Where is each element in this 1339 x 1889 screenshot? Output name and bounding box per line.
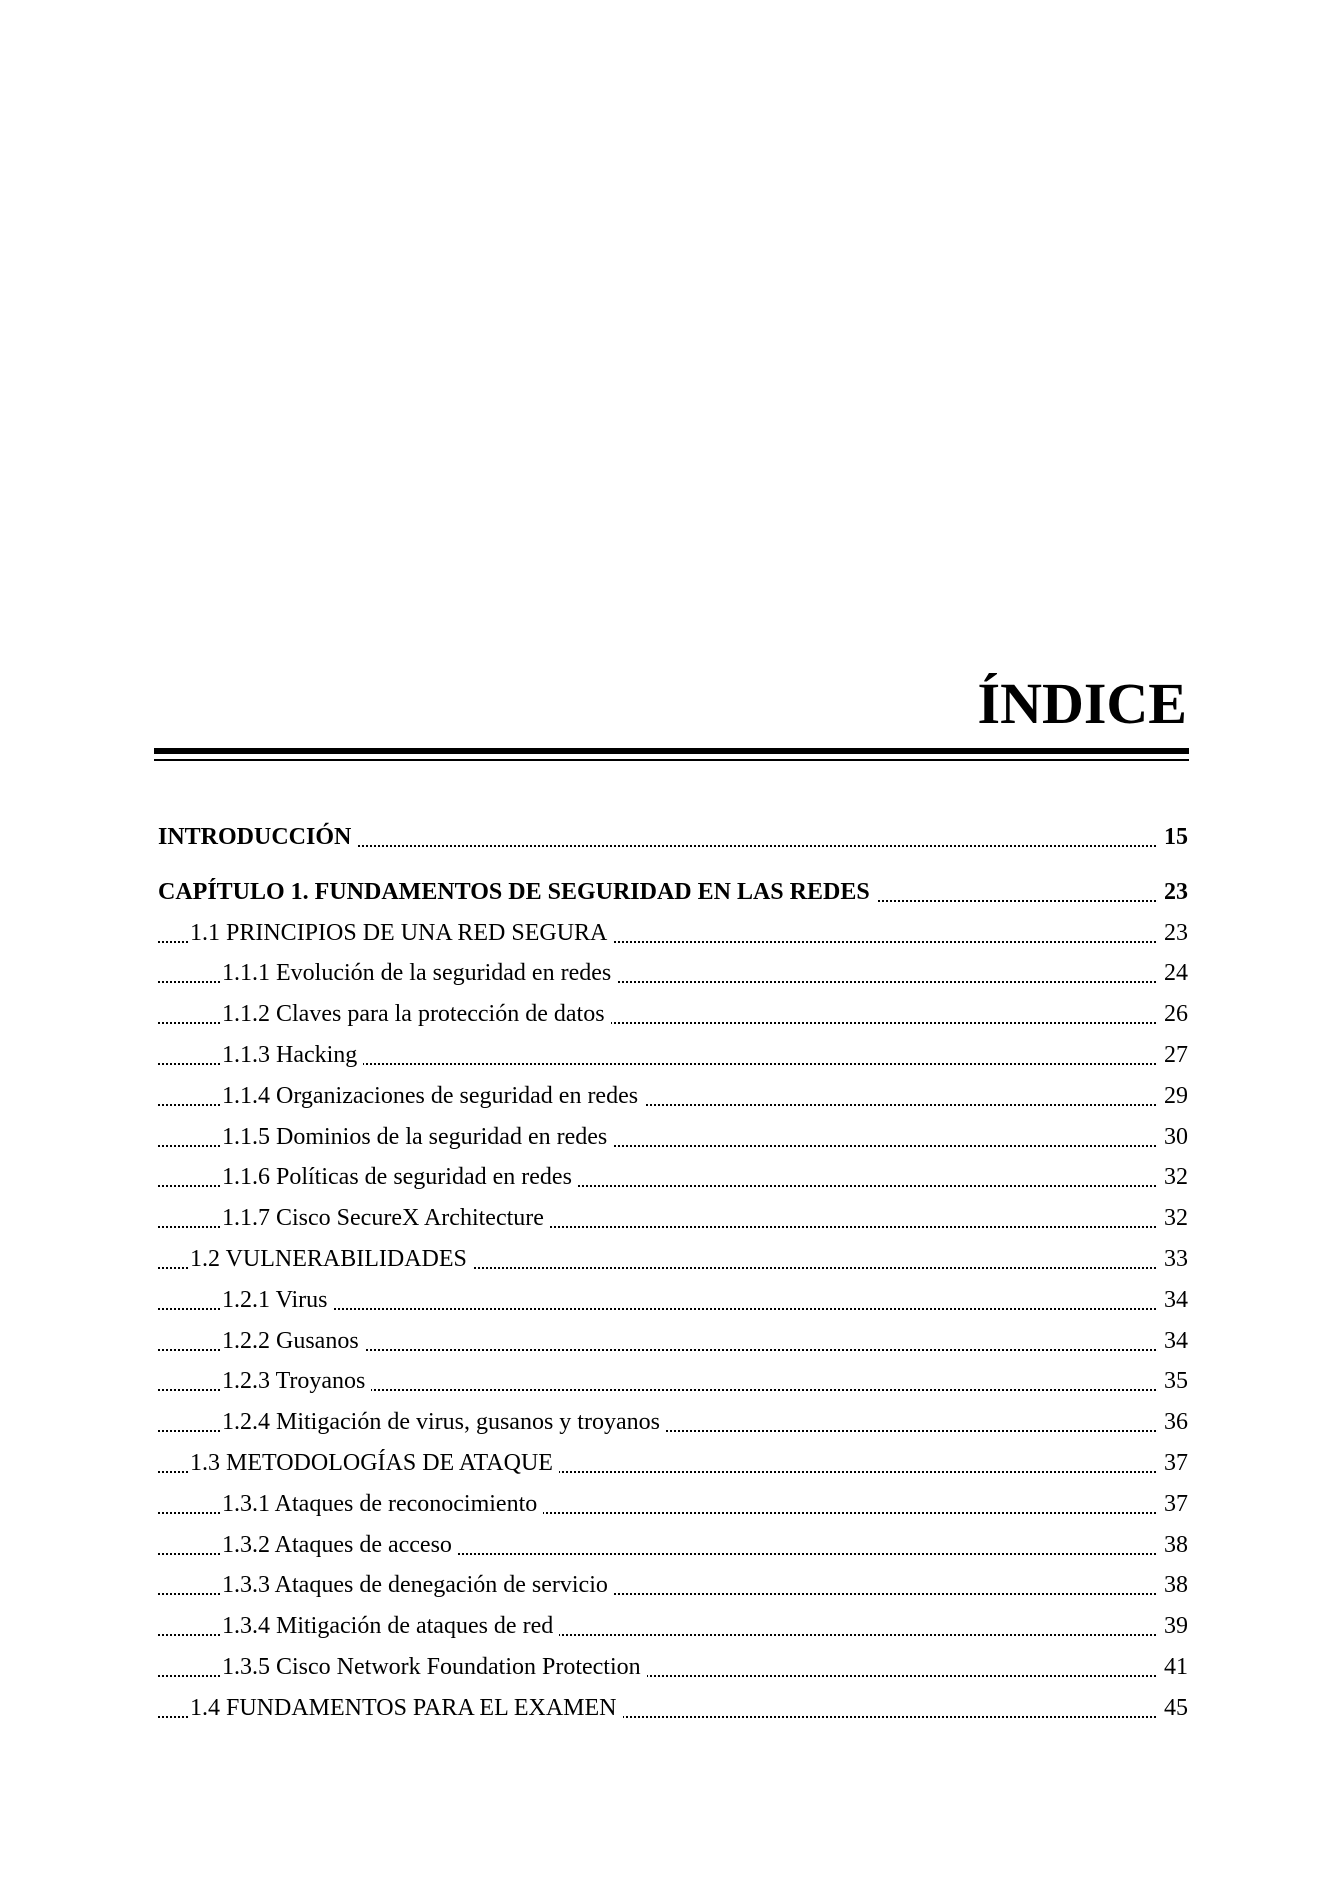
toc-entry-page: 33: [1158, 1239, 1188, 1280]
toc-entry-label: 1.2 VULNERABILIDADES: [190, 1246, 473, 1272]
toc-entry-label: 1.2.1 Virus: [222, 1287, 333, 1313]
toc-entry-page: 41: [1158, 1647, 1188, 1688]
toc-entry-page: 39: [1158, 1606, 1188, 1647]
page-title: ÍNDICE: [977, 671, 1187, 736]
toc-entry-label: 1.3.3 Ataques de denegación de servicio: [222, 1572, 614, 1598]
toc-entry-1-2-3[interactable]: [158, 1361, 1188, 1402]
toc-entry-label: 1.4 FUNDAMENTOS PARA EL EXAMEN: [190, 1695, 623, 1721]
toc-entry-page: 23: [1158, 913, 1188, 954]
toc-entry-label: 1.3.5 Cisco Network Foundation Protection: [222, 1654, 647, 1680]
toc-entry-label: 1.2.2 Gusanos: [222, 1328, 365, 1354]
toc-entry-label: 1.1.3 Hacking: [222, 1042, 363, 1068]
toc-entry-1-1-4[interactable]: [158, 1076, 1188, 1117]
toc-entry-1-3-2[interactable]: [158, 1525, 1188, 1566]
toc-entry-1-1-1[interactable]: [158, 953, 1188, 994]
toc-entry-page: 37: [1158, 1484, 1188, 1525]
toc-entry-page: 32: [1158, 1157, 1188, 1198]
toc-entry-introduccion[interactable]: [158, 817, 1188, 858]
title-rule-thick: [154, 748, 1189, 754]
toc-entry-1-4[interactable]: [158, 1688, 1188, 1729]
toc-entry-1-1-5[interactable]: [158, 1117, 1188, 1158]
toc-entry-page: 34: [1158, 1280, 1188, 1321]
toc-entry-1-1[interactable]: [158, 913, 1188, 954]
toc-entry-label: 1.2.4 Mitigación de virus, gusanos y troyanos: [222, 1409, 666, 1435]
toc-entry-label: 1.2.3 Troyanos: [222, 1368, 371, 1394]
toc-entry-label: 1.1 PRINCIPIOS DE UNA RED SEGURA: [190, 920, 613, 946]
toc-entry-1-1-6[interactable]: [158, 1157, 1188, 1198]
toc-entry-label: 1.1.1 Evolución de la seguridad en redes: [222, 960, 617, 986]
toc-entry-page: 45: [1158, 1688, 1188, 1729]
toc-entry-capitulo-1[interactable]: [158, 872, 1188, 913]
toc-entry-label: 1.1.5 Dominios de la seguridad en redes: [222, 1124, 613, 1150]
toc-entry-1-2-4[interactable]: [158, 1402, 1188, 1443]
toc-entry-page: 30: [1158, 1117, 1188, 1158]
toc-entry-1-1-2[interactable]: [158, 994, 1188, 1035]
toc-entry-page: 34: [1158, 1321, 1188, 1362]
toc-entry-label: 1.3.1 Ataques de reconocimiento: [222, 1491, 543, 1517]
toc-entry-page: 29: [1158, 1076, 1188, 1117]
toc-entry-page: 36: [1158, 1402, 1188, 1443]
toc-entry-1-3[interactable]: [158, 1443, 1188, 1484]
toc-entry-label: 1.3 METODOLOGÍAS DE ATAQUE: [190, 1450, 559, 1476]
toc-entry-page: 32: [1158, 1198, 1188, 1239]
toc-entry-1-3-1[interactable]: [158, 1484, 1188, 1525]
toc-entry-label: 1.1.2 Claves para la protección de datos: [222, 1001, 611, 1027]
toc-entry-1-3-3[interactable]: [158, 1565, 1188, 1606]
toc-entry-page: 37: [1158, 1443, 1188, 1484]
toc-entry-label: 1.3.4 Mitigación de ataques de red: [222, 1613, 559, 1639]
toc-entry-label: CAPÍTULO 1. FUNDAMENTOS DE SEGURIDAD EN LAS REDES: [158, 879, 876, 905]
toc-entry-1-2-1[interactable]: [158, 1280, 1188, 1321]
toc-entry-page: 35: [1158, 1361, 1188, 1402]
toc-entry-label: 1.1.6 Políticas de seguridad en redes: [222, 1164, 578, 1190]
toc-entry-page: 38: [1158, 1525, 1188, 1566]
toc-entry-label: INTRODUCCIÓN: [158, 824, 357, 850]
toc-entry-1-3-5[interactable]: [158, 1647, 1188, 1688]
toc-entry-page: 26: [1158, 994, 1188, 1035]
toc-entry-page: 23: [1158, 872, 1188, 913]
toc-entry-1-2-2[interactable]: [158, 1321, 1188, 1362]
toc-entry-page: 27: [1158, 1035, 1188, 1076]
table-of-contents: [158, 817, 1188, 1729]
toc-entry-page: 24: [1158, 953, 1188, 994]
toc-entry-label: 1.3.2 Ataques de acceso: [222, 1532, 458, 1558]
toc-entry-page: 15: [1158, 817, 1188, 858]
toc-entry-1-1-7[interactable]: [158, 1198, 1188, 1239]
toc-entry-1-2[interactable]: [158, 1239, 1188, 1280]
toc-entry-1-1-3[interactable]: [158, 1035, 1188, 1076]
title-rule-thin: [154, 759, 1189, 761]
toc-entry-label: 1.1.7 Cisco SecureX Architecture: [222, 1205, 550, 1231]
toc-entry-page: 38: [1158, 1565, 1188, 1606]
toc-entry-1-3-4[interactable]: [158, 1606, 1188, 1647]
toc-entry-label: 1.1.4 Organizaciones de seguridad en redes: [222, 1083, 644, 1109]
